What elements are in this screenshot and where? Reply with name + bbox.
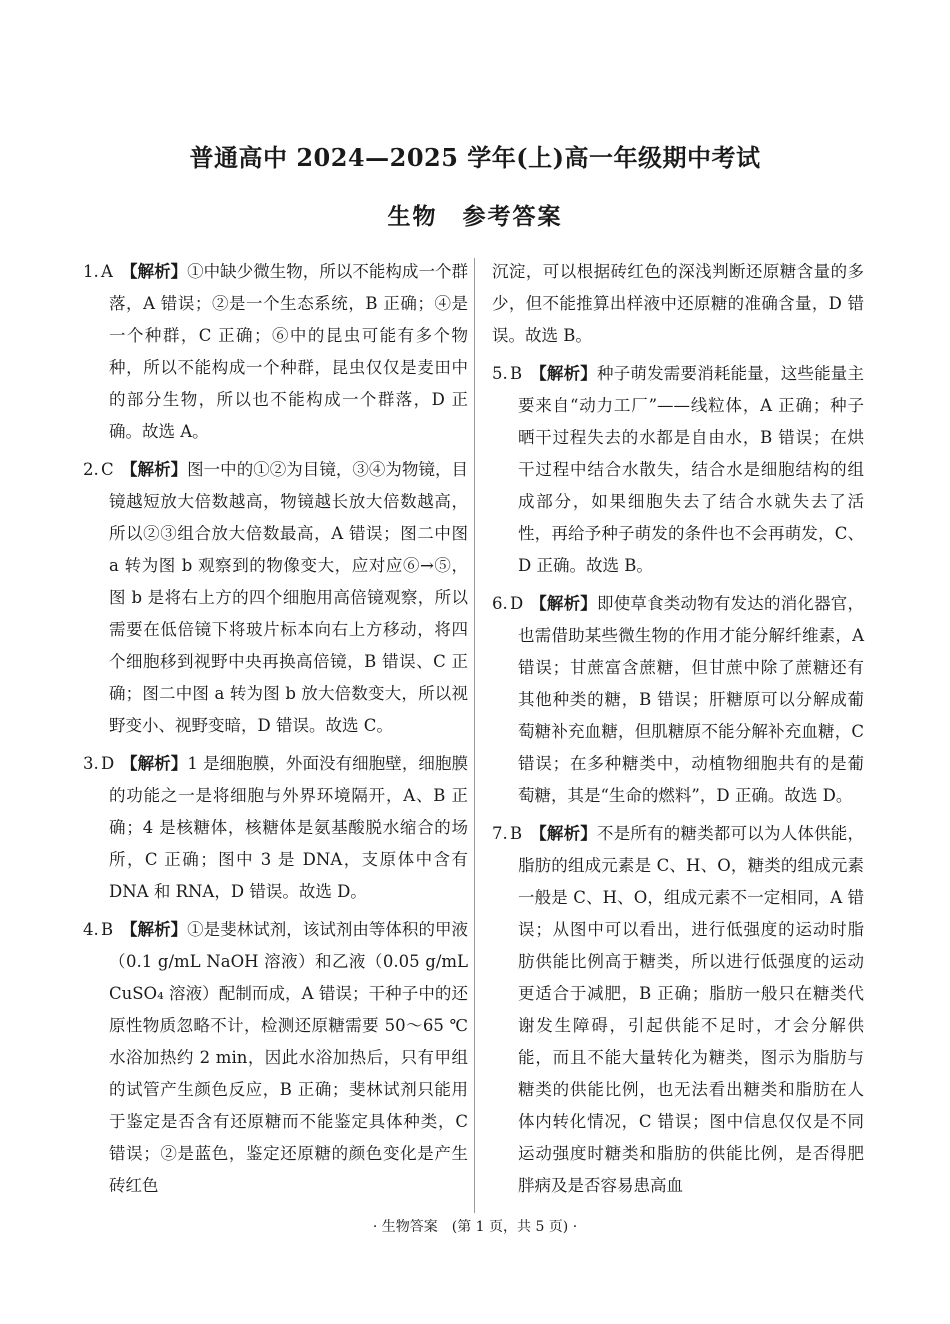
item-answer: B — [510, 364, 523, 383]
item-explanation: 即使草食类动物有发达的消化器官，也需借助某些微生物的作用才能分解纤维素，A 错误；甘蔗富含蔗糖，但甘蔗中除了蔗糖还有其他种类的糖，B 错误；肝糖原可以分解成葡萄糖补充血糖，但肌糖原不能分解补充血糖，C 错误；在多种糖类中，动植物细胞共有的是葡萄糖，其是“生命的燃料”，D 正确。故选 D。 — [518, 594, 864, 805]
item-answer: B — [510, 824, 523, 843]
item-number: 6. — [492, 594, 508, 613]
item-number: 3. — [83, 754, 99, 773]
item-answer: D — [101, 754, 115, 773]
item-number: 4. — [83, 920, 99, 939]
answer-item-1 — [83, 256, 468, 448]
item-number: 7. — [492, 824, 508, 843]
item-answer: D — [510, 594, 524, 613]
item-answer: B — [101, 920, 114, 939]
page-footer: · 生物答案 (第 1 页，共 5 页) · — [372, 1219, 578, 1235]
answer-item-4 — [83, 914, 468, 1202]
item-explanation: 不是所有的糖类都可以为人体供能，脂肪的组成元素是 C、H、O，糖类的组成元素一般是 C、H、O，组成元素不一定相同，A 错误；从图中可以看出，进行低强度的运动时脂肪供能比例高于糖类，所以进行低强度的运动更适合于减肥，B 正确；脂肪一般只在糖类代谢发生障碍，引起供能不足时，才会分解供能，而且不能大量转化为糖类，图示为脂肪与糖类的供能比例，也无法看出糖类和脂肪在人体内转化情况，C 错误；图中信息仅仅是不同运动强度时糖类和脂肪的供能比例，是否得肥胖病及是否容易患高血 — [518, 824, 864, 1195]
item-explanation: 种子萌发需要消耗能量，这些能量主要来自“动力工厂”——线粒体，A 正确；种子晒干过程失去的水都是自由水，B 错误；在烘干过程中结合水散失，结合水是细胞结构的组成部分，如果细胞失去了结合水就失去了活性，再给予种子萌发的条件也不会再萌发，C、D 正确。故选 B。 — [518, 364, 864, 575]
analysis-tag: 【解析】 — [121, 460, 188, 479]
answer-item-7 — [492, 818, 864, 1202]
answer-item-3 — [83, 748, 468, 908]
item-number: 2. — [83, 460, 99, 479]
item-explanation: ①是斐林试剂，该试剂由等体积的甲液（0.1 g/mL NaOH 溶液）和乙液（0.05 g/mL CuSO₄ 溶液）配制而成，A 错误；干种子中的还原性物质忽略不计，检测还原糖需要 50～65 ℃水浴加热约 2 min，因此水浴加热后，只有甲组的试管产生颜色反应，B 正确；斐林试剂只能用于鉴定是否含有还原糖而不能鉴定具体种类，C 错误；②是蓝色，鉴定还原糖的颜色变化是产生砖红色 — [109, 920, 469, 1195]
continuation-text: 沉淀，可以根据砖红色的深浅判断还原糖含量的多少，但不能推算出样液中还原糖的准确含量，D 错误。故选 B。 — [492, 262, 864, 345]
item-answer: A — [101, 262, 113, 281]
answer-item-6 — [492, 588, 864, 812]
left-column — [83, 256, 468, 1208]
analysis-tag: 【解析】 — [121, 754, 188, 773]
analysis-tag: 【解析】 — [121, 262, 188, 281]
page-subtitle: 生物 参考答案 — [387, 203, 563, 230]
answer-item-2 — [83, 454, 468, 742]
analysis-tag: 【解析】 — [530, 364, 597, 383]
answer-item-5 — [492, 358, 864, 582]
item-answer: C — [101, 460, 114, 479]
column-divider — [474, 258, 475, 1213]
analysis-tag: 【解析】 — [121, 920, 188, 939]
item-explanation: 图一中的①②为目镜，③④为物镜，目镜越短放大倍数越高，物镜越长放大倍数越高，所以②③组合放大倍数最高，A 错误；图二中图 a 转为图 b 观察到的物像变大，应对应⑥→⑤，图 b 是将右上方的四个细胞用高倍镜观察，所以需要在低倍镜下将玻片标本向右上方移动，将四个细胞移到视野中央再换高倍镜，B 错误、C 正确；图二中图 a 转为图 b 放大倍数变大，所以视野变小、视野变暗，D 错误。故选 C。 — [109, 460, 469, 735]
page-title: 普通高中 2024—2025 学年(上)高一年级期中考试 — [189, 143, 761, 172]
item-explanation: ①中缺少微生物，所以不能构成一个群落，A 错误；②是一个生态系统，B 正确；④是一个种群，C 正确；⑥中的昆虫可能有多个物种，所以不能构成一个种群，昆虫仅仅是麦田中的部分生物，所以也不能构成一个群落，D 正确。故选 A。 — [109, 262, 469, 441]
item-number: 5. — [492, 364, 508, 383]
item-number: 1. — [83, 262, 99, 281]
right-column — [492, 256, 864, 1208]
analysis-tag: 【解析】 — [530, 824, 597, 843]
item-explanation: 1 是细胞膜，外面没有细胞壁，细胞膜的功能之一是将细胞与外界环境隔开，A、B 正确；4 是核糖体，核糖体是氨基酸脱水缩合的场所，C 正确；图中 3 是 DNA，支原体中含有 DNA 和 RNA，D 错误。故选 D。 — [109, 754, 469, 901]
analysis-tag: 【解析】 — [530, 594, 597, 613]
